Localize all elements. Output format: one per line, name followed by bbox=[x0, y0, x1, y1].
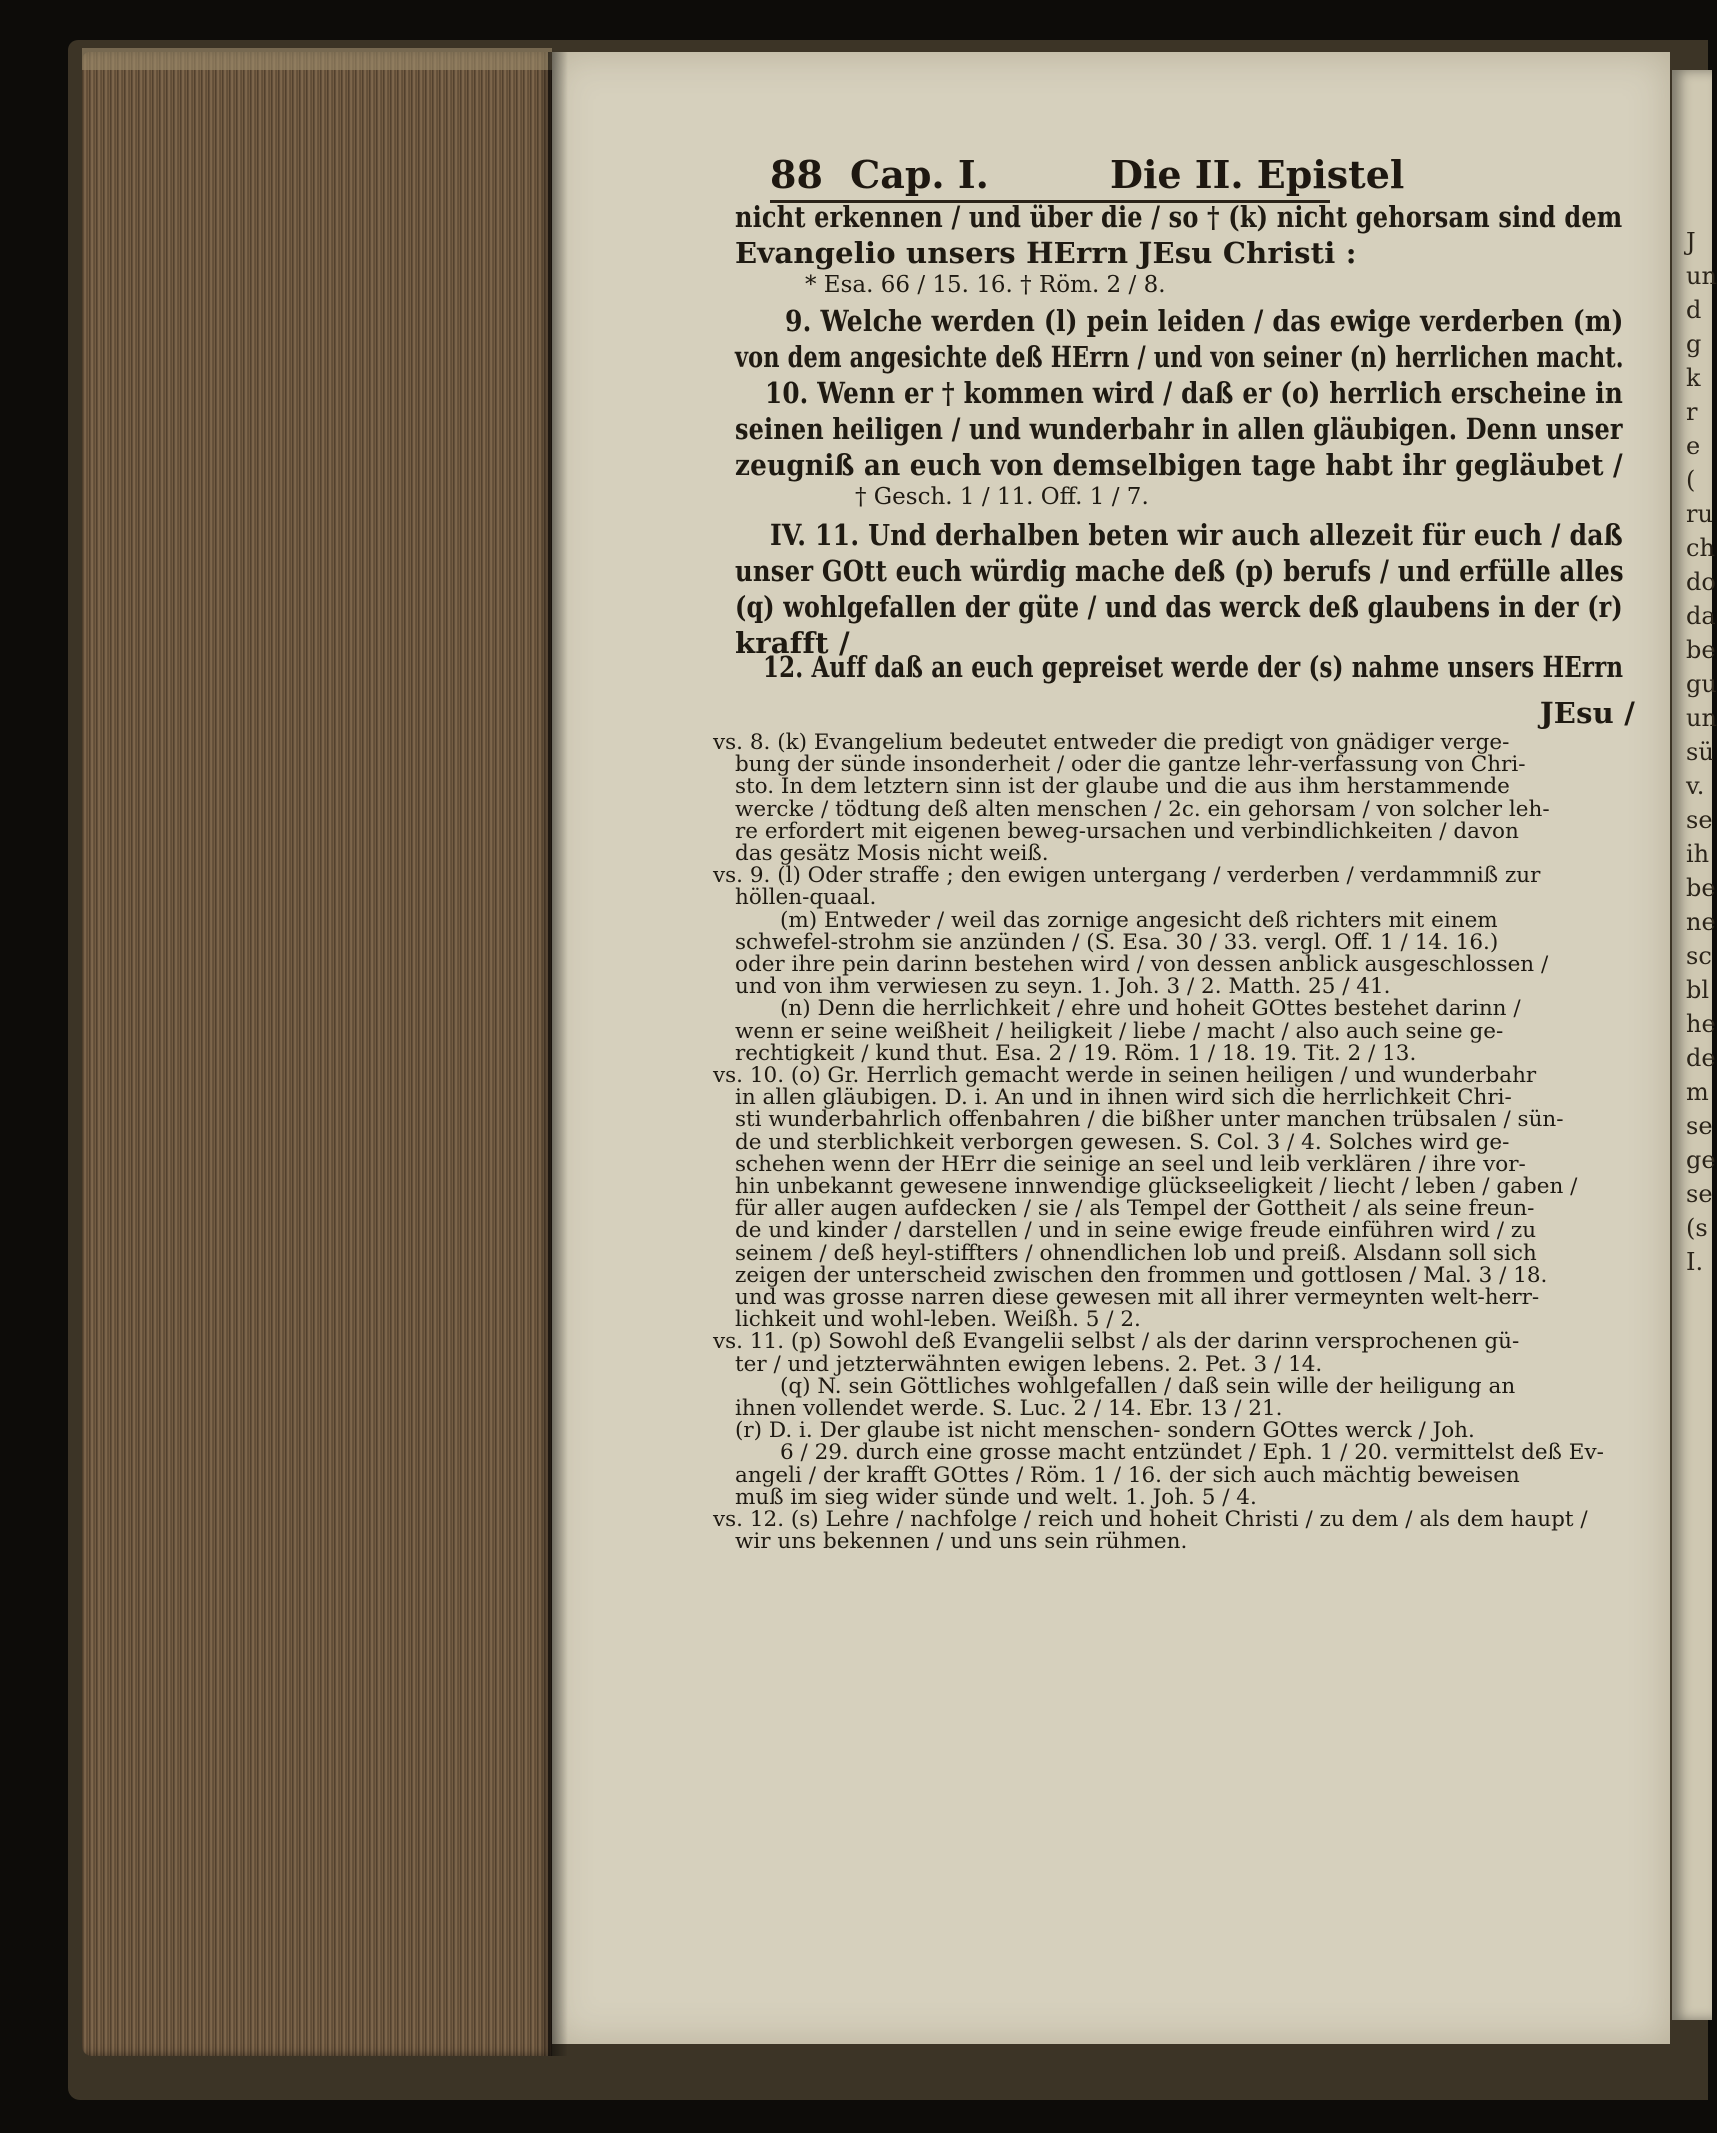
commentary-line: wercke / tödtung deß alten menschen / 2c. ein gehorsam / von solcher leh- bbox=[735, 796, 1550, 822]
next-page-fragment: un bbox=[1686, 704, 1717, 732]
commentary-line: zeigen der unterscheid zwischen den frommen und gottlosen / Mal. 3 / 18. bbox=[735, 1262, 1548, 1288]
next-page-fragment: un bbox=[1686, 262, 1717, 290]
next-page-fragment: ru bbox=[1686, 500, 1713, 528]
commentary-line: vs. 8. (k) Evangelium bedeutet entweder die predigt von gnädiger verge- bbox=[713, 730, 1510, 755]
epistle-title: Die II. Epistel bbox=[1110, 152, 1405, 197]
next-page-fragment: se bbox=[1686, 806, 1713, 834]
next-page-fragment: r bbox=[1686, 398, 1698, 426]
next-page-fragment: he bbox=[1686, 1010, 1716, 1038]
commentary-line: schehen wenn der HErr die seinige an seel und leib verklären / ihre vor- bbox=[735, 1151, 1526, 1177]
commentary-line: sti wunderbahrlich offenbahren / die bißher unter manchen trübsalen / sün- bbox=[735, 1107, 1564, 1133]
next-page-fragment: da bbox=[1686, 602, 1716, 630]
commentary-line: bung der sünde insonderheit / oder die gantze lehr-verfassung von Chri- bbox=[735, 752, 1526, 778]
commentary-line: muß im sieg wider sünde und welt. 1. Joh. 5 / 4. bbox=[735, 1484, 1257, 1510]
next-page-fragment: (s bbox=[1686, 1214, 1708, 1242]
commentary-line: oder ihre pein darinn bestehen wird / von dessen anblick ausgeschlossen / bbox=[735, 952, 1549, 977]
commentary-line: schwefel-strohm sie anzünden / (S. Esa. 30 / 33. vergl. Off. 1 / 14. 16.) bbox=[735, 929, 1499, 955]
page-number: 88 bbox=[770, 152, 823, 197]
verse-line: von dem angesichte deß HErrn / und von seiner (n) herrlichen macht. bbox=[735, 340, 1624, 374]
verse-line: † Gesch. 1 / 11. Off. 1 / 7. bbox=[855, 484, 1149, 510]
commentary-line: de und sterblichkeit verborgen gewesen. S. Col. 3 / 4. Solches wird ge- bbox=[735, 1129, 1510, 1155]
commentary-line: vs. 12. (s) Lehre / nachfolge / reich und hoheit Christi / zu dem / als dem haupt / bbox=[713, 1507, 1588, 1532]
next-page-fragment: d bbox=[1686, 296, 1702, 324]
verse-line: * Esa. 66 / 15. 16. † Röm. 2 / 8. bbox=[805, 272, 1166, 298]
next-page-fragment: e bbox=[1686, 432, 1701, 460]
commentary-line: angeli / der krafft GOttes / Röm. 1 / 16. der sich auch mächtig beweisen bbox=[735, 1462, 1520, 1488]
commentary-line: re erfordert mit eigenen beweg-ursachen und verbindlichkeiten / davon bbox=[735, 818, 1519, 844]
verse-line: 12. Auff daß an euch gepreiset werde der (s) nahme unsers HErrn bbox=[763, 650, 1624, 684]
commentary-line: vs. 10. (o) Gr. Herrlich gemacht werde in seinen heiligen / und wunderbahr bbox=[713, 1063, 1537, 1088]
next-page-fragment: se bbox=[1686, 1180, 1713, 1208]
next-page-fragment: ( bbox=[1686, 466, 1696, 494]
next-page-fragment: ch bbox=[1686, 534, 1715, 562]
verse-line: seinen heiligen / und wunderbahr in allen gläubigen. Denn unser bbox=[735, 412, 1623, 446]
commentary-line: (r) D. i. Der glaube ist nicht menschen- sondern GOttes werck / Joh. bbox=[735, 1418, 1475, 1444]
next-page-fragment: de bbox=[1686, 1044, 1716, 1072]
chapter-label: Cap. I. bbox=[850, 152, 989, 197]
next-page-fragment: bl bbox=[1686, 976, 1710, 1004]
next-page-edge bbox=[1672, 70, 1717, 2020]
commentary-line: (m) Entweder / weil das zornige angesicht deß richters mit einem bbox=[780, 907, 1498, 933]
next-page-fragment: ih bbox=[1686, 840, 1710, 868]
commentary-line: de und kinder / darstellen / und in seine ewige freude einführen wird / zu bbox=[735, 1218, 1537, 1244]
commentary-line: (q) N. sein Göttliches wohlgefallen / daß sein wille der heiligung an bbox=[780, 1373, 1516, 1399]
page-edges bbox=[82, 52, 552, 2056]
commentary-line: vs. 9. (l) Oder straffe ; den ewigen untergang / verderben / verdammniß zur bbox=[713, 863, 1541, 889]
commentary-line: ihnen vollendet werde. S. Luc. 2 / 14. Ebr. 13 / 21. bbox=[735, 1396, 1283, 1421]
commentary-line: und von ihm verwiesen zu seyn. 1. Joh. 3 / 2. Matth. 25 / 41. bbox=[735, 974, 1391, 1000]
next-page-fragment: be bbox=[1686, 636, 1716, 664]
commentary-line: ter / und jetzterwähnten ewigen lebens. 2. Pet. 3 / 14. bbox=[735, 1351, 1323, 1377]
commentary-line: für aller augen aufdecken / sie / als Tempel der Gottheit / als seine freun- bbox=[735, 1196, 1535, 1222]
next-page-fragment: g bbox=[1686, 330, 1702, 358]
commentary-line: und was grosse narren diese gewesen mit all ihrer vermeynten welt-herr- bbox=[735, 1285, 1540, 1310]
next-page-fragment: gu bbox=[1686, 670, 1717, 698]
verse-line: nicht erkennen / und über die / so † (k) nicht gehorsam sind dem bbox=[735, 200, 1623, 234]
verse-line: JEsu / bbox=[1539, 696, 1635, 730]
next-page-fragment: do bbox=[1686, 568, 1716, 596]
next-page-fragment: se bbox=[1686, 1112, 1713, 1140]
commentary-line: das gesätz Mosis nicht weiß. bbox=[735, 841, 1049, 866]
running-header bbox=[770, 150, 1405, 203]
commentary-line: 6 / 29. durch eine grosse macht entzündet / Eph. 1 / 20. vermittelst deß Ev- bbox=[780, 1440, 1604, 1466]
page-edges-top bbox=[82, 48, 552, 70]
commentary-line: (n) Denn die herrlichkeit / ehre und hoheit GOttes bestehet darinn / bbox=[780, 996, 1521, 1022]
verse-line: zeugniß an euch von demselbigen tage habt ihr gegläubet / bbox=[735, 448, 1623, 482]
verse-line: krafft / bbox=[735, 626, 850, 660]
commentary-line: seinem / deß heyl-stiffters / ohnendlichen lob und preiß. Alsdann soll sich bbox=[735, 1240, 1537, 1266]
verse-line: 10. Wenn er † kommen wird / daß er (o) herrlich erscheine in bbox=[765, 376, 1623, 410]
gutter-shadow bbox=[548, 52, 568, 2056]
verse-line: Evangelio unsers HErrn JEsu Christi : bbox=[735, 236, 1357, 270]
commentary-line: wir uns bekennen / und uns sein rühmen. bbox=[735, 1529, 1188, 1555]
next-page-fragment: k bbox=[1686, 364, 1701, 392]
next-page-fragment: be bbox=[1686, 874, 1716, 902]
commentary-line: höllen-quaal. bbox=[735, 885, 877, 911]
verse-line: 9. Welche werden (l) pein leiden / das ewige verderben (m) bbox=[785, 304, 1624, 338]
next-page-fragment: m bbox=[1686, 1078, 1709, 1106]
verse-line: unser GOtt euch würdig mache deß (p) berufs / und erfülle alles bbox=[735, 554, 1624, 588]
verse-line: IV. 11. Und derhalben beten wir auch allezeit für euch / daß bbox=[770, 518, 1623, 552]
commentary-line: wenn er seine weißheit / heiligkeit / liebe / macht / also auch seine ge- bbox=[735, 1018, 1504, 1044]
commentary-line: sto. In dem letztern sinn ist der glaube und die aus ihm herstammende bbox=[735, 774, 1510, 800]
next-page-fragment: I. bbox=[1686, 1248, 1704, 1276]
verse-line: (q) wohlgefallen der güte / und das werck deß glaubens in der (r) bbox=[735, 590, 1623, 624]
commentary-line: in allen gläubigen. D. i. An und in ihnen wird sich die herrlichkeit Chri- bbox=[735, 1085, 1512, 1111]
next-page-fragment: sü bbox=[1686, 738, 1714, 766]
next-page-fragment: ne bbox=[1686, 908, 1716, 936]
next-page-fragment: ge bbox=[1686, 1146, 1716, 1174]
next-page-fragment: J bbox=[1686, 228, 1696, 256]
commentary-line: hin unbekannt gewesene innwendige glückseeligkeit / liecht / leben / gaben / bbox=[735, 1174, 1578, 1199]
commentary-line: lichkeit und wohl-leben. Weißh. 5 / 2. bbox=[735, 1307, 1141, 1333]
commentary-line: vs. 11. (p) Sowohl deß Evangelii selbst / als der darinn versprochenen gü- bbox=[713, 1329, 1520, 1355]
next-page-fragment: sc bbox=[1686, 942, 1712, 970]
next-page-fragment: v. bbox=[1686, 772, 1705, 800]
commentary-line: rechtigkeit / kund thut. Esa. 2 / 19. Röm. 1 / 18. 19. Tit. 2 / 13. bbox=[735, 1040, 1417, 1066]
